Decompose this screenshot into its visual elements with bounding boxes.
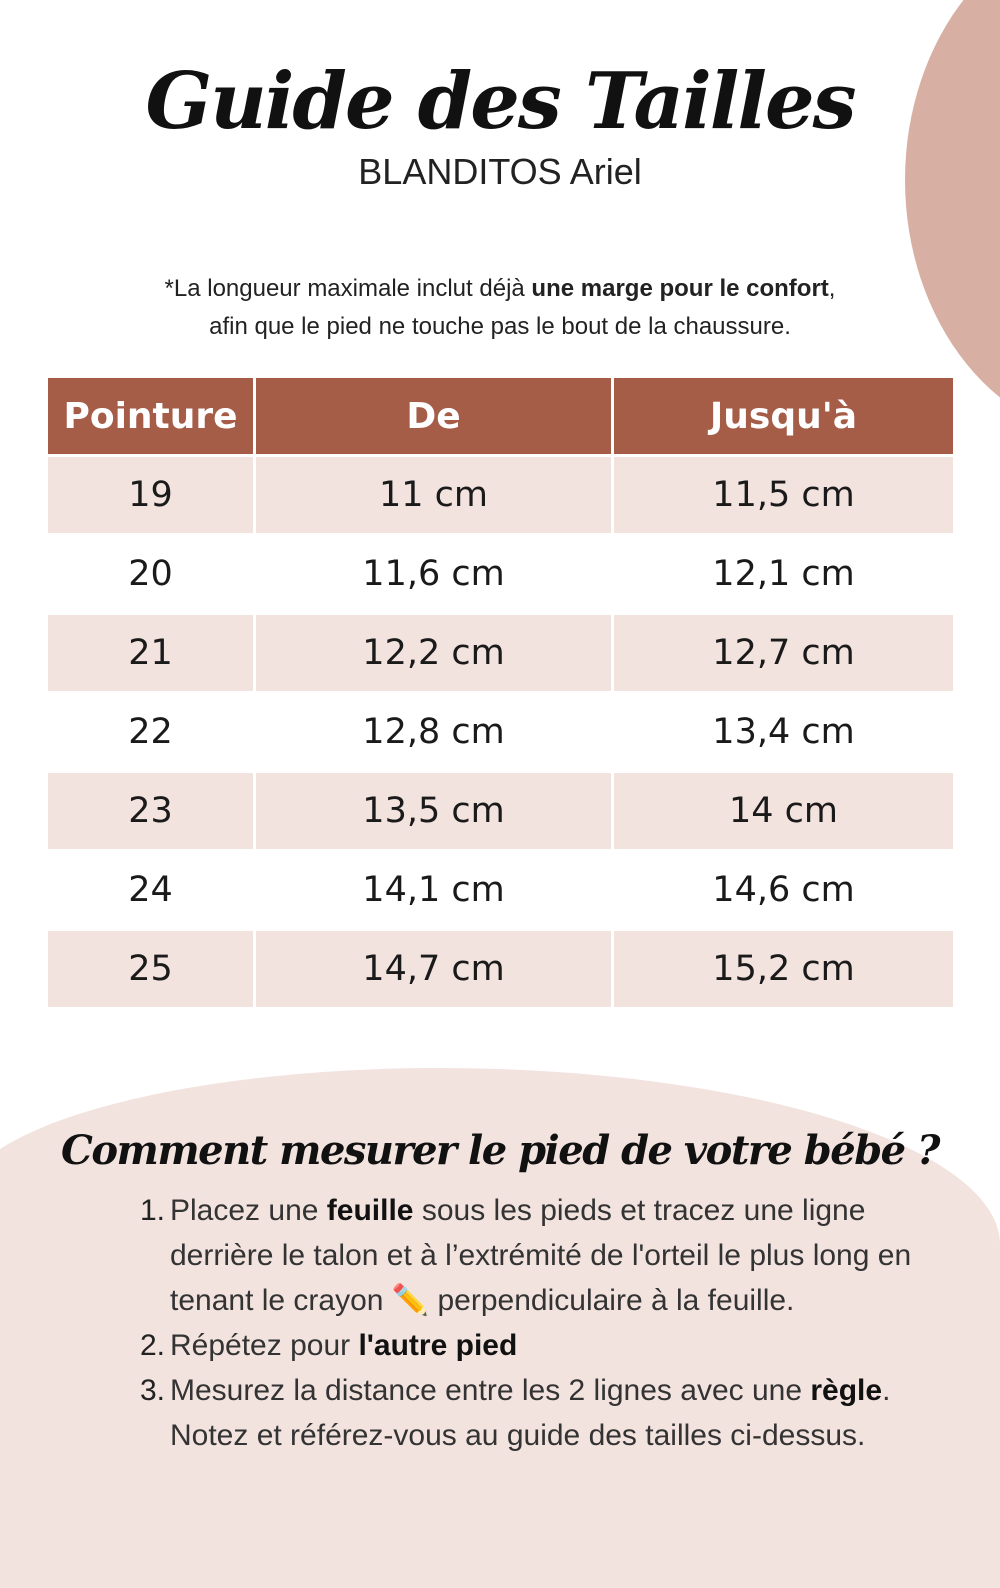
cell-size: 24 bbox=[128, 870, 173, 910]
cell-from: 11,6 cm bbox=[362, 554, 505, 594]
step-number: 2. bbox=[140, 1329, 166, 1362]
list-item bbox=[140, 1323, 940, 1368]
table-row bbox=[48, 457, 953, 533]
step-text-bold: l'autre pied bbox=[358, 1329, 518, 1362]
table-row bbox=[48, 694, 953, 770]
cell-from: 12,2 cm bbox=[256, 615, 611, 691]
step-text-c: sous les pieds et tracez une ligne derrière le talon et à l’extrémité de l'orteil le plus long en tenant le crayon ✏️ perpendiculaire à la feuille. bbox=[170, 1194, 912, 1317]
table-row bbox=[48, 931, 953, 1007]
step-text-c: . Notez et référez-vous au guide des tailles ci-dessus. bbox=[170, 1374, 891, 1452]
table-row bbox=[48, 615, 953, 691]
header-jusqua: Jusqu'à bbox=[614, 378, 953, 454]
step-text-bold: feuille bbox=[326, 1194, 414, 1227]
step-number: 3. bbox=[140, 1374, 166, 1407]
cell-from: 14,1 cm bbox=[362, 870, 505, 910]
header-pointure: Pointure bbox=[48, 378, 253, 454]
table-header-row bbox=[48, 378, 953, 454]
cell-from: 12,8 cm bbox=[362, 712, 505, 752]
cell-to: 14 cm bbox=[614, 773, 953, 849]
step-text-a: Mesurez la distance entre les 2 lignes avec une bbox=[170, 1374, 811, 1407]
list-item bbox=[140, 1368, 940, 1458]
cell-size: 20 bbox=[128, 554, 173, 594]
cell-from: 11 cm bbox=[256, 457, 611, 533]
howto-title: Comment mesurer le pied de votre bébé ? bbox=[61, 1127, 939, 1174]
table-row bbox=[48, 536, 953, 612]
step-number: 1. bbox=[140, 1194, 166, 1227]
cell-size: 22 bbox=[128, 712, 173, 752]
cell-size: 21 bbox=[48, 615, 253, 691]
cell-size: 25 bbox=[48, 931, 253, 1007]
howto-steps bbox=[140, 1188, 940, 1458]
step-text bbox=[170, 1368, 940, 1458]
table-row bbox=[48, 773, 953, 849]
cell-to: 14,6 cm bbox=[712, 870, 855, 910]
step-text-bold: règle bbox=[810, 1374, 883, 1407]
cell-from: 13,5 cm bbox=[256, 773, 611, 849]
cell-to: 15,2 cm bbox=[614, 931, 953, 1007]
header-de: De bbox=[256, 378, 611, 454]
step-text-a: Répétez pour bbox=[170, 1329, 359, 1362]
page-title: Guide des Tailles bbox=[145, 56, 855, 147]
step-text bbox=[170, 1188, 940, 1323]
note-text: *La longueur maximale inclut déjà bbox=[164, 275, 532, 302]
table-row bbox=[48, 852, 953, 928]
page-subtitle: BLANDITOS Ariel bbox=[358, 151, 642, 192]
cell-from: 14,7 cm bbox=[256, 931, 611, 1007]
step-text bbox=[170, 1323, 940, 1368]
cell-to: 12,7 cm bbox=[614, 615, 953, 691]
cell-to: 12,1 cm bbox=[712, 554, 855, 594]
cell-size: 19 bbox=[48, 457, 253, 533]
note-punct: , bbox=[828, 275, 836, 302]
comfort-note bbox=[0, 270, 1000, 346]
cell-to: 13,4 cm bbox=[712, 712, 855, 752]
step-text-a: Placez une bbox=[170, 1194, 327, 1227]
cell-to: 11,5 cm bbox=[614, 457, 953, 533]
size-table bbox=[48, 378, 953, 1010]
note-bold: une marge pour le confort bbox=[531, 275, 829, 302]
note-line2: afin que le pied ne touche pas le bout de la chaussure. bbox=[209, 313, 791, 340]
cell-size: 23 bbox=[48, 773, 253, 849]
list-item bbox=[140, 1188, 940, 1323]
